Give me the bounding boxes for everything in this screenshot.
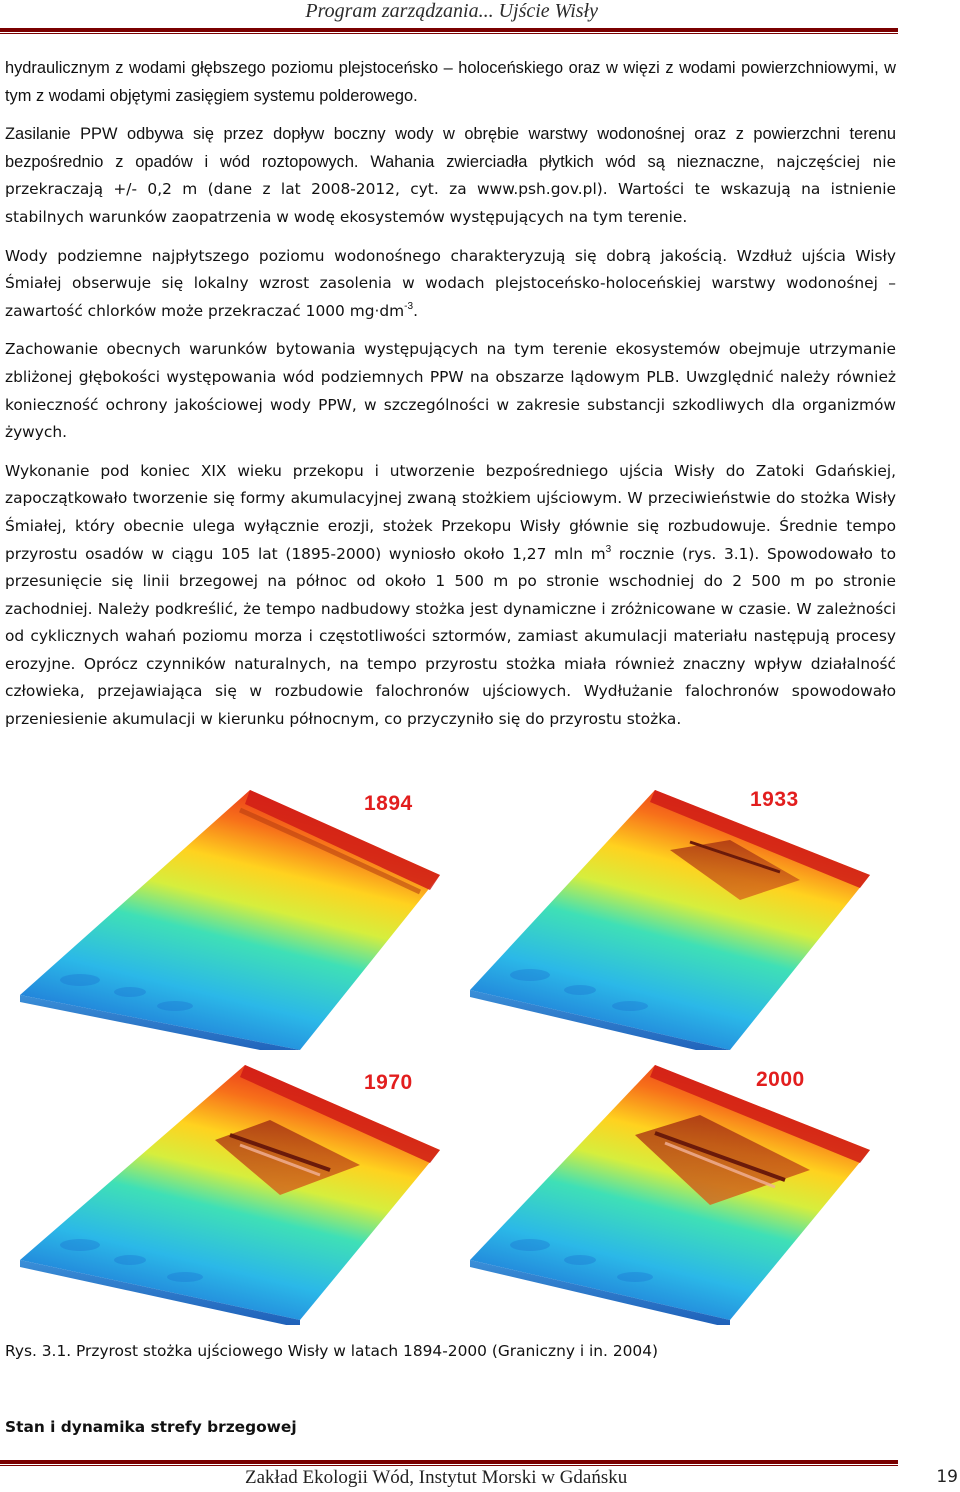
header-rule (0, 28, 898, 32)
year-label-1933: 1933 (750, 788, 799, 811)
section-heading: Stan i dynamika strefy brzegowej (5, 1418, 297, 1436)
paragraph-2 (5, 121, 896, 231)
footer-institution: Zakład Ekologii Wód, Instytut Morski w Gdańsku (245, 1467, 628, 1488)
year-label-1894: 1894 (364, 792, 413, 815)
map-panel-1933 (440, 780, 900, 1050)
paragraph-1 (5, 55, 896, 110)
paragraph-3-superscript: -3 (404, 300, 414, 312)
body-text (5, 55, 896, 745)
year-label-1970: 1970 (364, 1071, 413, 1094)
paragraph-2-text-a: Zasilanie PPW odbywa się przez dopływ boczny wody w obrębie warstwy wodonośnej oraz z powierzchni terenu bezpośrednio z opadów i wód roztopowych. Wahania zwierciadła płytkich wód są nieznaczne, (5, 125, 896, 171)
paragraph-3-end: . (413, 301, 418, 320)
paragraph-5-superscript: 3 (605, 543, 612, 555)
figure-caption: Rys. 3.1. Przyrost stożka ujściowego Wisły w latach 1894-2000 (Graniczny i in. 2004) (5, 1342, 659, 1360)
figure-delta-growth (0, 780, 960, 1320)
running-header: Program zarządzania... Ujście Wisły (305, 0, 598, 22)
map-panel-1894 (0, 780, 460, 1050)
page-number: 19 (936, 1467, 958, 1487)
paragraph-4-text: Zachowanie obecnych warunków bytowania występujących na tym terenie ekosystemów obejmuje utrzymanie zbliżonej głębokości występowania wód podziemnych PPW na obszarze lądowym PLB. Uwzględnić należy również konieczność ochrony jakościowej wody PPW, w szczególności w zakresie substancji szkodliwych dla organizmów żywych. (5, 340, 896, 442)
paragraph-5 (5, 458, 896, 734)
paragraph-3-text: Wody podziemne najpłytszego poziomu wodonośnego charakteryzują się dobrą jakością. Wzdłuż ujścia Wisły Śmiałej obserwuje się lokalny wzrost zasolenia w wodach plejstoceńsko-holoceńskiej warstwy wodonośnej – zawartość chlorków może przekraczać 1000 mg·dm (5, 246, 896, 320)
footer-rule (0, 1460, 898, 1464)
map-panel-1970 (0, 1055, 460, 1325)
paragraph-1-text: hydraulicznym z wodami głębszego poziomu plejstoceńsko – holoceńskiego oraz w więzi z wodami powierzchniowymi, w tym z wodami objętymi zasięgiem systemu polderowego. (5, 59, 896, 105)
year-label-2000: 2000 (756, 1068, 805, 1091)
map-panel-2000 (440, 1055, 900, 1325)
paragraph-2-text-b: najczęściej nie przekraczają +/- 0,2 m (dane z lat 2008-2012, cyt. za www.psh.gov.pl). Wartości te wskazują na istnienie stabilnych warunków zaopatrzenia w wodę ekosystemów występujących na tym terenie. (5, 152, 896, 226)
paragraph-5-text: Wykonanie pod koniec XIX wieku przekopu i utworzenie bezpośredniego ujścia Wisły do Zatoki Gdańskiej, zapoczątkowało tworzenie się formy akumulacyjnej zwaną stożkiem ujściowym. W przeciwieństwie do stożka Wisły Śmiałej, który obecnie ulega wyłącznie erozji, stożek Przekopu Wisły głównie się rozbudowuje. Średnie tempo przyrostu osadów w ciągu 105 lat (1895-2000) wyniosło około 1,27 mln m (5, 461, 896, 563)
paragraph-4 (5, 336, 896, 446)
paragraph-5-text-end: rocznie (rys. 3.1). Spowodowało to przesunięcie się linii brzegowej na północ od około 1 500 m po stronie wschodniej do 2 500 m po stronie zachodniej. Należy podkreślić, że tempo nadbudowy stożka jest dynamiczne i zróżnicowane w czasie. W zależności od cyklicznych wahań poziomu morza i częstotliwości sztormów, zamiast akumulacji materiału następują procesy erozyjne. Oprócz czynników naturalnych, na tempo przyrostu stożka miała również znaczny wpływ działalność człowieka, przejawiająca się w rozbudowie falochronów ujściowych. Wydłużanie falochronów spowodowało przeniesienie akumulacji w kierunku północnym, co przyczyniło się do przyrostu stożka. (5, 544, 896, 729)
paragraph-3 (5, 243, 896, 326)
